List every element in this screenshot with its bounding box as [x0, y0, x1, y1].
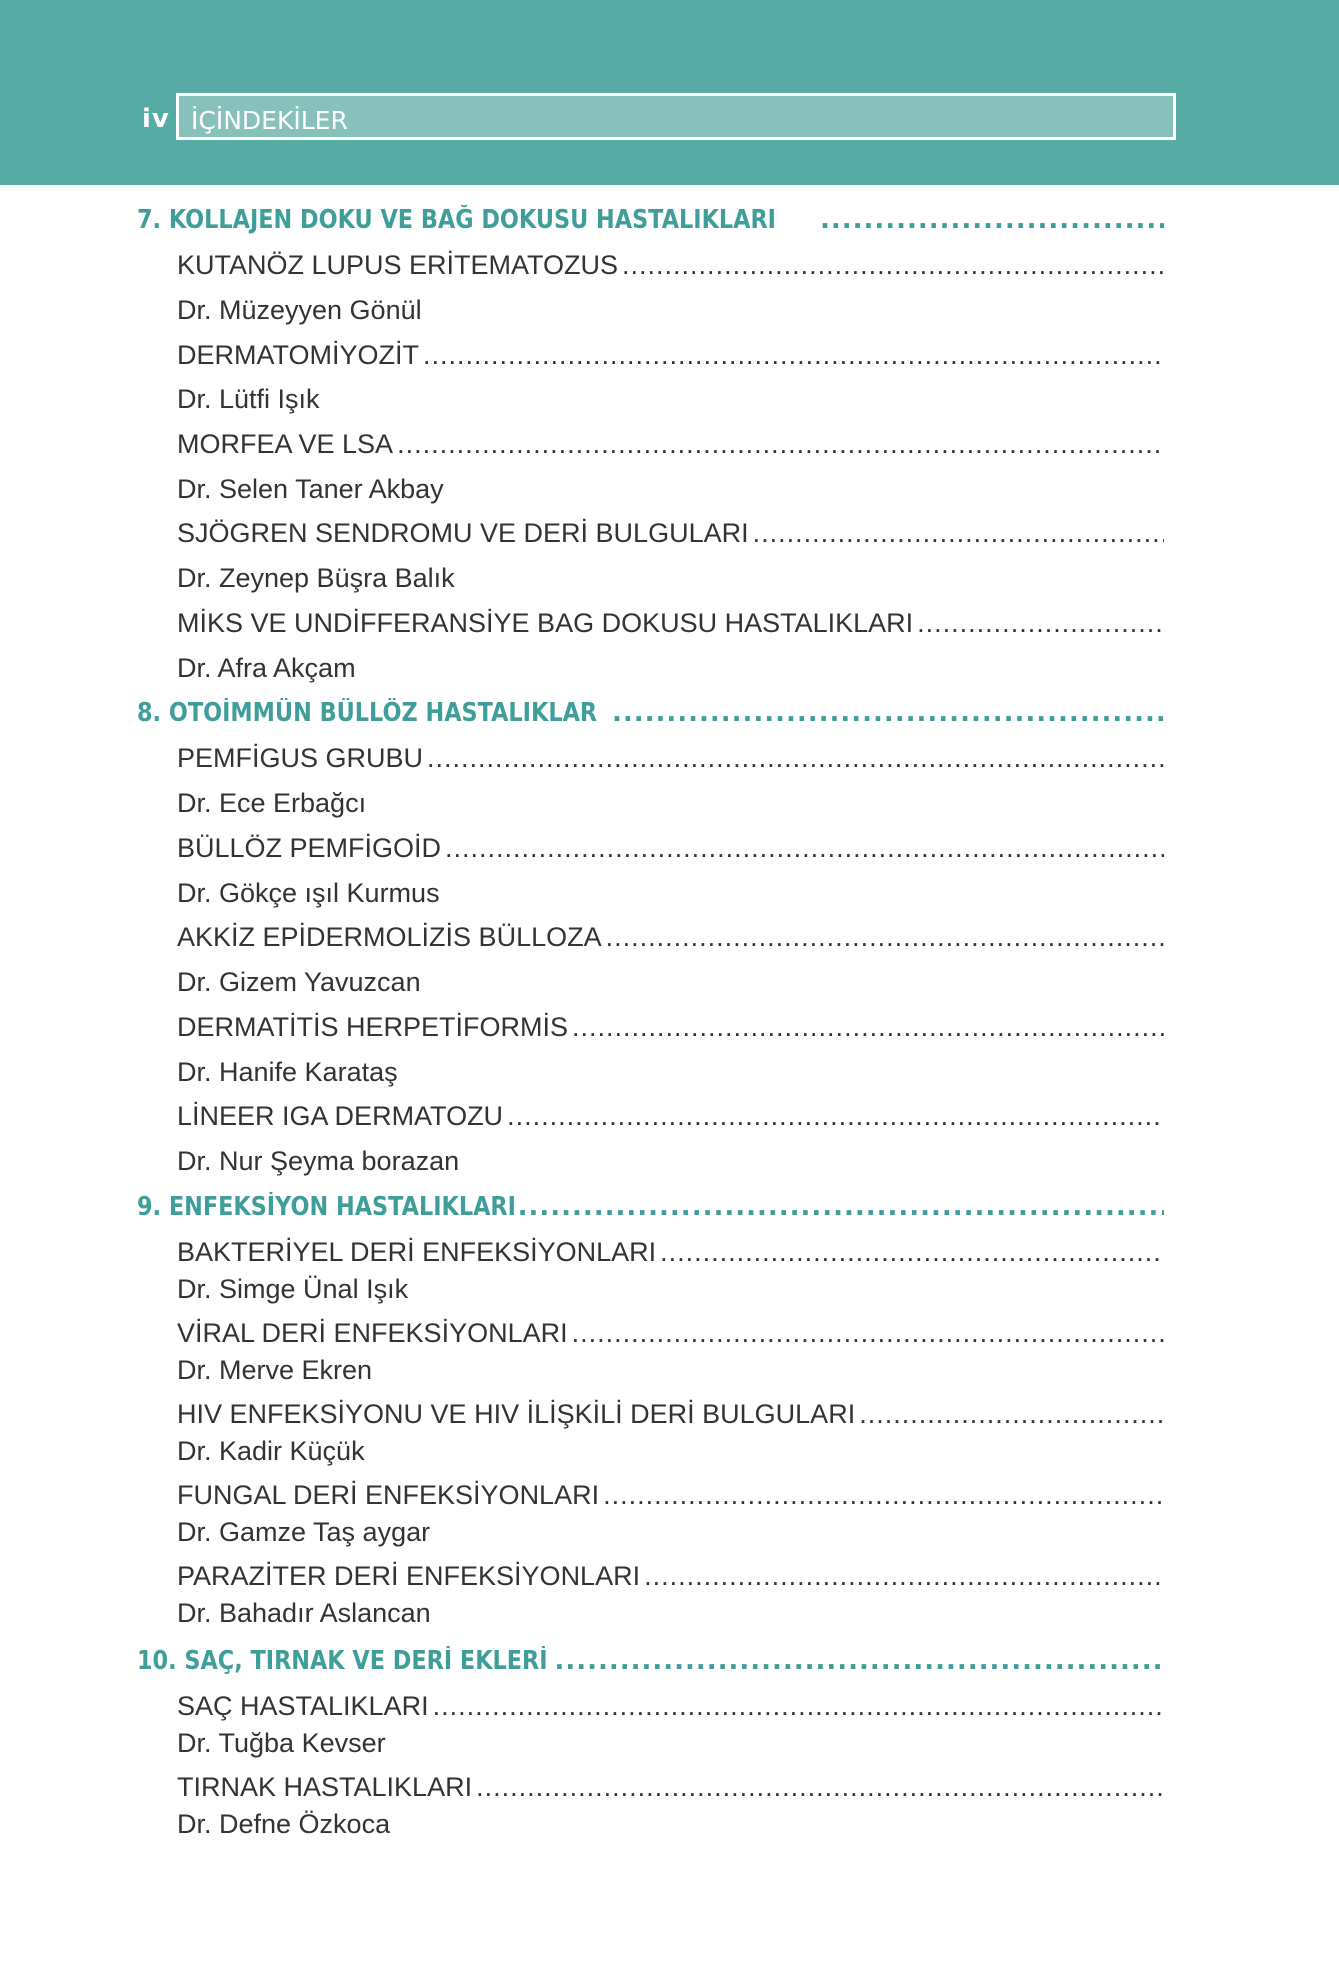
dot-leader — [820, 205, 1164, 235]
toc-entry[interactable] — [177, 250, 1164, 281]
dot-leader — [917, 608, 1164, 639]
toc-entry[interactable] — [177, 1318, 1164, 1349]
entry-author: Dr. Merve Ekren — [177, 1355, 373, 1385]
entry-title: SAÇ HASTALIKLARI — [177, 1691, 429, 1721]
section-heading-10[interactable] — [137, 1646, 1164, 1676]
section-heading-7[interactable] — [137, 205, 1164, 235]
entry-title: KUTANÖZ LUPUS ERİTEMATOZUS — [177, 250, 619, 280]
dot-leader — [476, 1772, 1164, 1803]
dot-leader — [603, 1480, 1164, 1511]
toc-entry[interactable] — [177, 1561, 1164, 1592]
entry-title: DERMATİTİS HERPETİFORMİS — [177, 1012, 569, 1042]
entry-author: Dr. Ece Erbağcı — [177, 788, 367, 818]
dot-leader — [572, 1012, 1164, 1043]
dot-leader — [554, 1646, 1164, 1676]
entry-author: Dr. Afra Akçam — [177, 653, 356, 683]
section-title: 7. KOLLAJEN DOKU VE BAĞ DOKUSU HASTALIKLARI — [137, 205, 776, 235]
entry-title: DERMATOMİYOZİT — [177, 340, 419, 370]
page-title: İÇİNDEKİLER — [191, 106, 348, 135]
entry-author: Dr. Gamze Taş aygar — [177, 1517, 431, 1547]
entry-author: Dr. Kadir Küçük — [177, 1436, 365, 1466]
toc-entry[interactable] — [177, 340, 1164, 371]
dot-leader — [433, 1691, 1164, 1722]
entry-author: Dr. Defne Özkoca — [177, 1809, 391, 1839]
entry-author: Dr. Bahadır Aslancan — [177, 1598, 431, 1628]
dot-leader — [397, 429, 1164, 460]
entry-author: Dr. Zeynep Büşra Balık — [177, 563, 455, 593]
entry-title: TIRNAK HASTALIKLARI — [177, 1772, 473, 1802]
dot-leader — [753, 518, 1164, 549]
entry-author: Dr. Nur Şeyma borazan — [177, 1146, 460, 1176]
entry-author: Dr. Müzeyyen Gönül — [177, 295, 422, 325]
section-title: 9. ENFEKSİYON HASTALIKLARI — [137, 1192, 516, 1222]
dot-leader — [507, 1101, 1164, 1132]
toc-entry[interactable] — [177, 1012, 1164, 1043]
entry-title: FUNGAL DERİ ENFEKSİYONLARI — [177, 1480, 600, 1510]
entry-title: PEMFİGUS GRUBU — [177, 743, 424, 773]
entry-author: Dr. Gizem Yavuzcan — [177, 967, 421, 997]
toc-entry[interactable] — [177, 743, 1164, 774]
entry-author: Dr. Lütfi Işık — [177, 384, 320, 414]
toc-entry[interactable] — [177, 1101, 1164, 1132]
section-heading-8[interactable] — [137, 698, 1164, 728]
toc-entry[interactable] — [177, 429, 1164, 460]
dot-leader — [445, 833, 1164, 864]
dot-leader — [572, 1318, 1164, 1349]
section-title: 8. OTOİMMÜN BÜLLÖZ HASTALIKLAR — [137, 698, 598, 728]
entry-title: SJÖGREN SENDROMU VE DERİ BULGULARI — [177, 518, 749, 548]
dot-leader — [859, 1399, 1164, 1430]
dot-leader — [518, 1192, 1164, 1222]
page-number: iv — [142, 104, 170, 134]
dot-leader — [606, 922, 1164, 953]
toc-entry[interactable] — [177, 1399, 1164, 1430]
dot-leader — [644, 1561, 1164, 1592]
toc-entry[interactable] — [177, 1691, 1164, 1722]
dot-leader — [612, 698, 1164, 728]
section-title: 10. SAÇ, TIRNAK VE DERİ EKLERİ — [137, 1646, 548, 1676]
toc-entry[interactable] — [177, 922, 1164, 953]
dot-leader — [427, 743, 1164, 774]
entry-title: PARAZİTER DERİ ENFEKSİYONLARI — [177, 1561, 641, 1591]
toc-entry[interactable] — [177, 1480, 1164, 1511]
page-title-box — [176, 93, 1176, 140]
section-heading-9[interactable] — [137, 1192, 1164, 1222]
toc-entry[interactable] — [177, 1772, 1164, 1803]
entry-title: MİKS VE UNDİFFERANSİYE BAG DOKUSU HASTALIKLARI — [177, 608, 914, 638]
entry-title: MORFEA VE LSA — [177, 429, 394, 459]
entry-title: LİNEER IGA DERMATOZU — [177, 1101, 504, 1131]
toc-entry[interactable] — [177, 833, 1164, 864]
dot-leader — [622, 250, 1164, 281]
entry-title: BÜLLÖZ PEMFİGOİD — [177, 833, 442, 863]
entry-title: AKKİZ EPİDERMOLİZİS BÜLLOZA — [177, 922, 602, 952]
toc-entry[interactable] — [177, 608, 1164, 639]
entry-author: Dr. Hanife Karataş — [177, 1057, 398, 1087]
entry-title: HIV ENFEKSİYONU VE HIV İLİŞKİLİ DERİ BULGULARI — [177, 1399, 856, 1429]
entry-author: Dr. Tuğba Kevser — [177, 1728, 386, 1758]
entry-author: Dr. Gökçe ışıl Kurmus — [177, 878, 440, 908]
toc-entry[interactable] — [177, 1237, 1164, 1268]
entry-author: Dr. Selen Taner Akbay — [177, 474, 444, 504]
entry-title: VİRAL DERİ ENFEKSİYONLARI — [177, 1318, 568, 1348]
dot-leader — [423, 340, 1164, 371]
entry-author: Dr. Simge Ünal Işık — [177, 1274, 409, 1304]
dot-leader — [660, 1237, 1164, 1268]
toc-entry[interactable] — [177, 518, 1164, 549]
entry-title: BAKTERİYEL DERİ ENFEKSİYONLARI — [177, 1237, 657, 1267]
